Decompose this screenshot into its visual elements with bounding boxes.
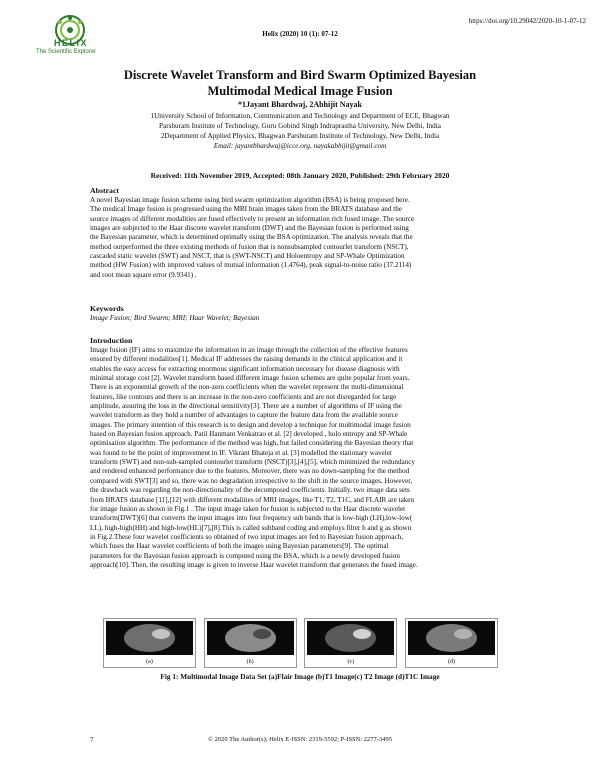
title-line-2: Multimodal Medical Image Fusion: [207, 84, 393, 98]
paper-title: [60, 67, 540, 99]
intro-line: Image fusion (IF) aims to maximize the information in an image through the collection of the effective features: [90, 346, 408, 354]
intro-line: in Fig.2.These four wavelet coefficients so obtained of two input images are fed to Bayesian fusion approach,: [90, 532, 403, 541]
intro-line: There is an exponential growth of the non-zero coefficients when the wavelet represent the multi-dimensional: [90, 383, 404, 392]
panel-label: (d): [447, 659, 455, 665]
lesion-region: [152, 629, 170, 639]
logo-name: HELIX: [54, 38, 89, 48]
brain-region: [325, 624, 376, 652]
intro-line: enables the easy access for extracting enormous significant information necessary for disease diagnosis with: [90, 364, 400, 373]
doi-link[interactable]: https://doi.org/10.29042/2020-10-1-07-12: [468, 17, 586, 25]
lesion-region: [253, 629, 271, 639]
intro-line: transform (SWT) and non-sub-sampled contourlet transform (NSCT)[3],[4],[5], which minimized the redundancy: [90, 458, 416, 467]
keywords-heading: Keywords: [90, 304, 124, 313]
intro-line: and rendered enhanced performance due to the features. Moreover, there was no down-sampling for the method: [90, 467, 410, 476]
affiliation-line: 2Department of Applied Physics, Bhagwan Parshuram Institute of Technology, New Delhi, India: [160, 132, 440, 140]
introduction-body: [90, 346, 510, 570]
intro-line: minimal storage cost [2]. Wavelet transform based different image fusion schemes are quite popular from years.: [90, 374, 410, 383]
intro-line: images. The primary intention of this research is to design and develop a technique for multimodal image fusion: [90, 420, 411, 429]
figure-panel-t1: [204, 618, 297, 668]
figure-panel-flair: [103, 618, 196, 668]
introduction-heading: Introduction: [90, 336, 133, 345]
mri-scan-image: [106, 621, 193, 655]
intro-line: for image fusion as shown in Fig.1 . The input image taken for fusion is subjected to the Haar discrete wavelet: [90, 504, 406, 513]
copyright-footer: © 2020 The Author(s); Helix E-ISSN: 2319-5592; P-ISSN: 2277-3495: [208, 736, 392, 743]
abstract-line: The medical Image fusion is progressed using the MRI brain images taken from the BRATS database and the: [90, 205, 402, 214]
figure-caption: Fig 1: Multimodal Image Data Set (a)Flair Image (b)T1 Image(c) T2 Image (d)T1C Image: [160, 672, 440, 681]
brain-region: [124, 624, 175, 652]
intro-line: transform(DWT)[6] that converts the input images into four frequency sub bands that is low-high (LH),low-low(: [90, 514, 413, 523]
abstract-heading: Abstract: [90, 186, 120, 195]
abstract-line: the Bayesian parameter, which is determined optimally using the BSA optimization. The analysis reveals that the: [90, 233, 413, 242]
logo-tagline: The Scientific Explorer: [36, 49, 97, 55]
abstract-line: method (HW Fusion) with improved values of mutual information (1.4764), peak signal-to-noise ratio (37.2114): [90, 261, 412, 270]
intro-line: amplitude, assuring the loss in the directional sensitivity[3]. There are a number of algorithms of IF using the: [90, 402, 402, 411]
intro-line: from BRATS database [11],[12] with different modalities of MRI images, like T1, T2, T1C, and FLAIR are taken: [90, 495, 415, 504]
mri-scan-image: [408, 621, 495, 655]
brain-region: [225, 624, 276, 652]
intro-line: was found to be the point of improvement in IF. Vikrant Bhateja et al. [3] modelled the stationary wavelet: [90, 448, 392, 457]
panel-label: (a): [146, 659, 153, 665]
abstract-line: source images of different modalities are fused effectively to present an information rich fused image. The source: [90, 214, 415, 223]
figure-panel-t1c: [405, 618, 498, 668]
page-number: 7: [90, 736, 94, 744]
affiliation-line: 1University School of Information, Communication and Technology and Department of ECE, Bhagwan: [150, 112, 450, 120]
figure-1: [103, 618, 498, 668]
intro-line: based on Bayesian fusion approach. Patil Hanmant Venkatrao et al. [2] developed , holo entropy and SP-Whale: [90, 430, 408, 439]
mri-scan-image: [207, 621, 294, 655]
panel-label: (b): [246, 659, 254, 665]
intro-line: optimisation algorithm. The performance of the method was high, but failed considering the Bayesian theory that: [90, 439, 414, 448]
intro-line: LL), high-high(HH) and high-low(HL)[7],[8].This is called subband coding and employs filter h and g as shown: [90, 523, 412, 532]
intro-line: ensured by different modalities[1]. Medical IF addresses the raising demands in the clinical application and it: [90, 355, 403, 364]
journal-citation: Helix (2020) 10 (1): 07-12: [262, 30, 338, 38]
panel-label: (c): [347, 659, 355, 665]
mri-scan-image: [307, 621, 394, 655]
title-line-1: Discrete Wavelet Transform and Bird Swarm Optimized Bayesian: [123, 68, 477, 82]
publication-dates: Received: 11th November 2019, Accepted: 08th January 2020, Published: 29th February 2020: [150, 171, 450, 180]
abstract-line: images are subjected to the Haar discrete wavelet transform (DWT) and the Bayesian fusion is performed using: [90, 224, 409, 233]
intro-line: the drawback was regarding the non-directionality of the decomposed coefficients. Initially, two image data sets: [90, 486, 410, 495]
intro-line: compared with SWT[3] and so, there was no degradation irrespective to the shift in the source images. However,: [90, 476, 413, 485]
author-emails: Email: jayantbhardwaj@icce.org, nayakabhijit@gmail.com: [213, 142, 387, 150]
intro-line: approach[10]. Then, the resulting image is given to inverse Haar wavelet transform that generates the fused image.: [90, 560, 418, 569]
intro-line: which fuses the Haar wavelet coefficients of both the images using Bayesian parameters[9]. The optimal: [90, 542, 389, 551]
brain-region: [426, 624, 477, 652]
abstract-line: A novel Bayesian image fusion scheme using bird swarm optimization algorithm (BSA) is being proposed here.: [90, 196, 410, 204]
intro-line: wavelet transform as they hold a number of advantages to capture the feature data from the available source: [90, 411, 398, 420]
abstract-line: cascaded static wavelet (SWT) and NSCT, that is (SWT-NSCT) and Holoentropy and SP-Whale Optimization: [90, 252, 405, 261]
keywords-list: Image Fusion; Bird Swarm; MRI; Haar Wavelet; Bayesian: [90, 314, 260, 322]
intro-line: features, like contours and there is an increase in the non-zero coefficients and are not disregarded for large: [90, 392, 397, 401]
affiliation-line: Parshuram Institute of Technology, Guru Gobind Singh Indraprastha University, New Delhi, India: [159, 122, 441, 130]
abstract-line: and root mean square error (9.9341) .: [90, 270, 197, 279]
author-list: *1Jayant Bhardwaj, 2Abhijit Nayak: [237, 100, 362, 109]
intro-line: parameters for the Bayesian fusion approach is computed using the BSA, which is a newly developed fusion: [90, 551, 400, 560]
lesion-region: [353, 629, 371, 639]
lesion-region: [454, 629, 472, 639]
abstract-line: method outperformed the three existing methods of fusion that is nonsubsampled contourlet transform (NSCT),: [90, 242, 409, 251]
abstract-body: [90, 196, 510, 280]
figure-panel-t2: [304, 618, 397, 668]
